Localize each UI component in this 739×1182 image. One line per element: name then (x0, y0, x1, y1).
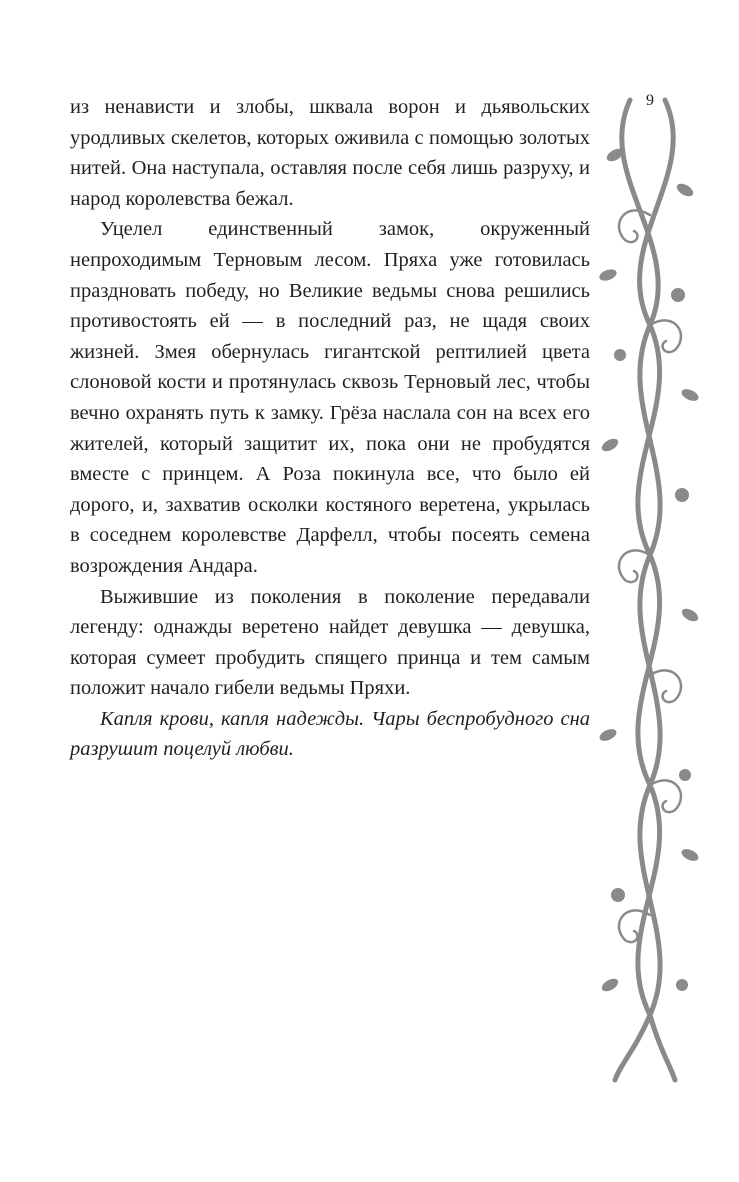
thorny-rose-vine-icon (590, 95, 715, 1085)
paragraph-2: Уцелел единственный замок, окруженный непроходимым Терновым лесом. Пряха уже готовилась праздновать победу, но Великие ведьмы снова решились противостоять ей — в последний раз, не щадя своих жизней. Змея обернулась гигантской рептилией цвета слоновой кости и протянулась сквозь Терновый лес, чтобы вечно охранять путь к замку. Грёза наслала сон на всех его жителей, который защитит их, пока они не пробудятся вместе с принцем. А Роза покинула все, что было ей дорого, и, захватив осколки костяного веретена, укрылась в соседнем королевстве Дарфелл, чтобы посеять семена возрождения Андара. (70, 218, 590, 577)
paragraph-3: Выжившие из поколения в поколение передавали легенду: однажды веретено найдет девушка — девушка, которая сумеет пробудить спящего принца и тем самым положит начало гибели ведьмы Пряхи. (70, 585, 590, 700)
body-text (70, 92, 590, 765)
page-number: 9 (646, 92, 654, 109)
paragraph-1: из ненависти и злобы, шквала ворон и дьявольских уродливых скелетов, которых оживила с помощью золотых нитей. Она наступала, оставляя после себя лишь разруху, и народ королевства бежал. (70, 96, 590, 210)
paragraph-4-italic: Капля крови, капля надежды. Чары беспробудного сна разрушит поцелуй любви. (70, 707, 590, 761)
